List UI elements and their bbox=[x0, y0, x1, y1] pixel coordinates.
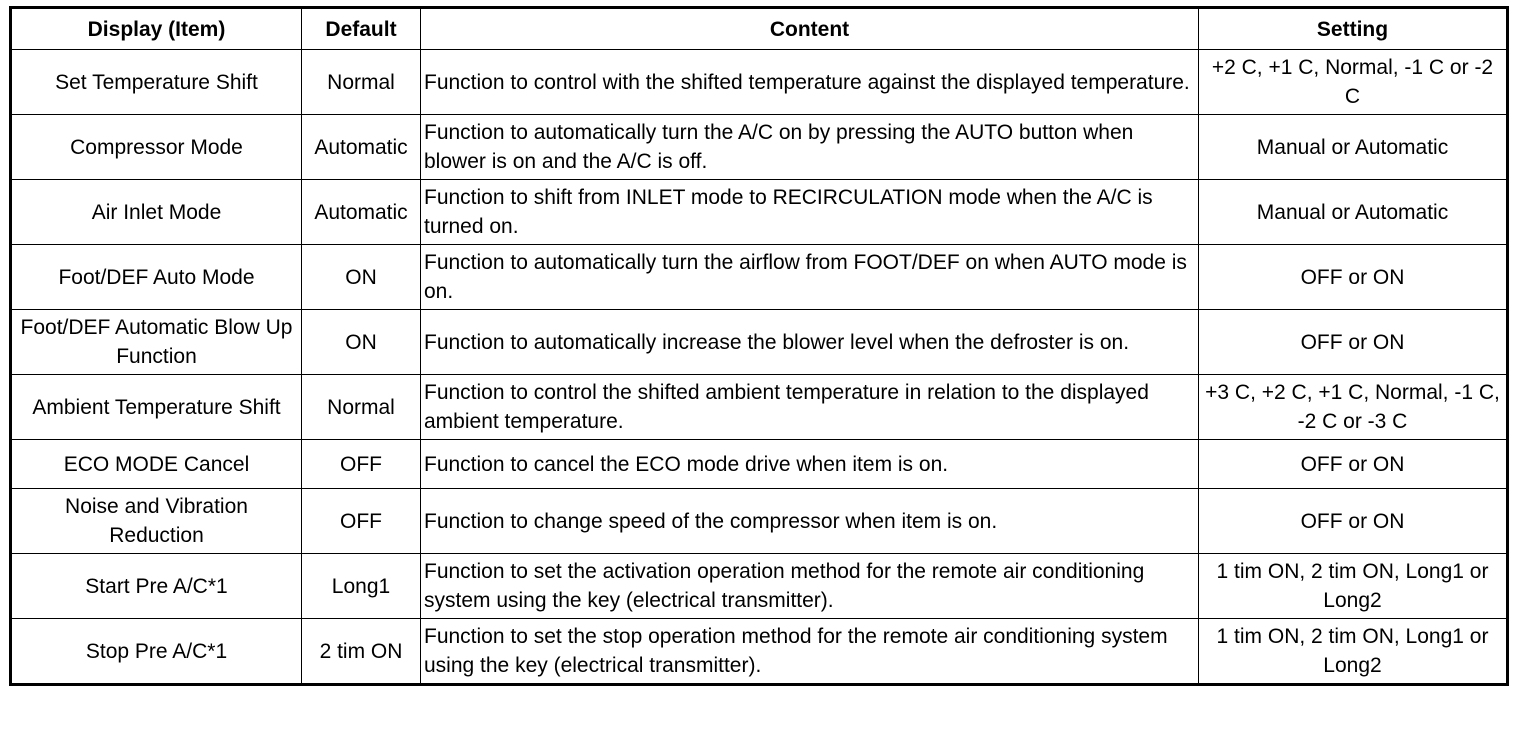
cell-content: Function to set the stop operation method for the remote air conditioning system using the key (electrical transmitter). bbox=[421, 619, 1199, 685]
cell-item: Set Temperature Shift bbox=[11, 50, 302, 115]
cell-default: Automatic bbox=[302, 115, 421, 180]
cell-default: Automatic bbox=[302, 180, 421, 245]
cell-content: Function to control the shifted ambient temperature in relation to the displayed ambient temperature. bbox=[421, 375, 1199, 440]
cell-default: OFF bbox=[302, 489, 421, 554]
cell-content: Function to control with the shifted temperature against the displayed temperature. bbox=[421, 50, 1199, 115]
cell-item: ECO MODE Cancel bbox=[11, 440, 302, 489]
table-row bbox=[11, 115, 1508, 180]
cell-setting: Manual or Automatic bbox=[1199, 115, 1508, 180]
cell-content: Function to shift from INLET mode to RECIRCULATION mode when the A/C is turned on. bbox=[421, 180, 1199, 245]
cell-content: Function to automatically increase the blower level when the defroster is on. bbox=[421, 310, 1199, 375]
settings-table bbox=[9, 6, 1509, 686]
cell-setting: OFF or ON bbox=[1199, 489, 1508, 554]
cell-default: ON bbox=[302, 245, 421, 310]
cell-content: Function to set the activation operation method for the remote air conditioning system using the key (electrical transmitter). bbox=[421, 554, 1199, 619]
cell-default: Normal bbox=[302, 375, 421, 440]
cell-setting: Manual or Automatic bbox=[1199, 180, 1508, 245]
cell-default: Normal bbox=[302, 50, 421, 115]
cell-default: Long1 bbox=[302, 554, 421, 619]
header-display-item: Display (Item) bbox=[11, 8, 302, 50]
table-row bbox=[11, 375, 1508, 440]
header-default: Default bbox=[302, 8, 421, 50]
cell-item: Air Inlet Mode bbox=[11, 180, 302, 245]
cell-item: Ambient Temperature Shift bbox=[11, 375, 302, 440]
cell-setting: OFF or ON bbox=[1199, 245, 1508, 310]
cell-item: Foot/DEF Auto Mode bbox=[11, 245, 302, 310]
cell-item: Stop Pre A/C*1 bbox=[11, 619, 302, 685]
cell-setting: 1 tim ON, 2 tim ON, Long1 or Long2 bbox=[1199, 554, 1508, 619]
cell-content: Function to cancel the ECO mode drive when item is on. bbox=[421, 440, 1199, 489]
cell-item: Noise and Vibration Reduction bbox=[11, 489, 302, 554]
table-row bbox=[11, 489, 1508, 554]
header-setting: Setting bbox=[1199, 8, 1508, 50]
table-row bbox=[11, 554, 1508, 619]
table-row bbox=[11, 310, 1508, 375]
table-row bbox=[11, 180, 1508, 245]
cell-setting: OFF or ON bbox=[1199, 310, 1508, 375]
cell-content: Function to automatically turn the airflow from FOOT/DEF on when AUTO mode is on. bbox=[421, 245, 1199, 310]
cell-content: Function to automatically turn the A/C on by pressing the AUTO button when blower is on and the A/C is off. bbox=[421, 115, 1199, 180]
cell-setting: OFF or ON bbox=[1199, 440, 1508, 489]
cell-item: Start Pre A/C*1 bbox=[11, 554, 302, 619]
table-row bbox=[11, 440, 1508, 489]
settings-table-container bbox=[9, 6, 1509, 686]
cell-item: Compressor Mode bbox=[11, 115, 302, 180]
table-row bbox=[11, 245, 1508, 310]
cell-item: Foot/DEF Automatic Blow Up Function bbox=[11, 310, 302, 375]
cell-default: OFF bbox=[302, 440, 421, 489]
header-content: Content bbox=[421, 8, 1199, 50]
table-header-row bbox=[11, 8, 1508, 50]
cell-setting: +3 C, +2 C, +1 C, Normal, -1 C, -2 C or -3 C bbox=[1199, 375, 1508, 440]
cell-default: ON bbox=[302, 310, 421, 375]
cell-setting: 1 tim ON, 2 tim ON, Long1 or Long2 bbox=[1199, 619, 1508, 685]
cell-default: 2 tim ON bbox=[302, 619, 421, 685]
table-row bbox=[11, 619, 1508, 685]
cell-setting: +2 C, +1 C, Normal, -1 C or -2 C bbox=[1199, 50, 1508, 115]
cell-content: Function to change speed of the compressor when item is on. bbox=[421, 489, 1199, 554]
table-row bbox=[11, 50, 1508, 115]
